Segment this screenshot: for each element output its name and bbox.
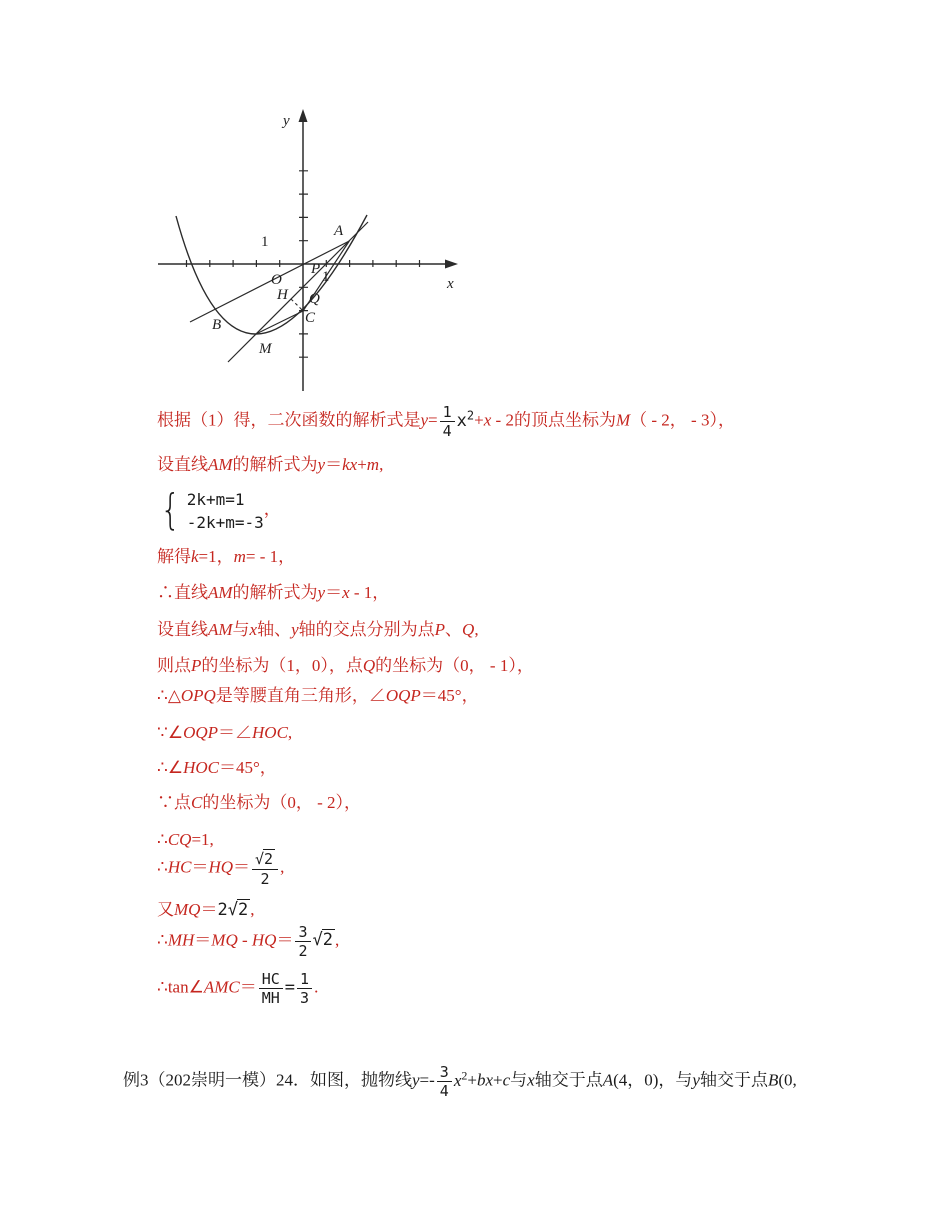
solution-line-6: 设直线AM与x轴、y轴的交点分别为点P、Q,	[157, 620, 479, 640]
solution-line-3: { 2k+m=1 -2k+m=-3 ，	[157, 480, 877, 541]
segment-MC	[256, 311, 303, 334]
solution-line-10: ∴∠HOC＝45°，	[157, 758, 277, 778]
dashed-segment-HC	[291, 299, 303, 310]
y-axis-arrow-icon	[299, 109, 308, 122]
figure-labels	[212, 113, 454, 357]
x-axis-label: x	[447, 276, 454, 292]
ytick-label-1: 1	[261, 234, 269, 250]
solution-line-12: ∴CQ=1,	[157, 830, 214, 850]
point-label-A: A	[334, 223, 344, 239]
solution-line-11: ∵点C的坐标为（0， - 2），	[157, 793, 362, 813]
point-label-P: P	[311, 261, 321, 277]
solution-line-7: 则点P的坐标为（1，0），点Q的坐标为（0， - 1），	[157, 656, 534, 676]
solution-text	[157, 404, 877, 1018]
solution-line-1: 根据（1）得，二次函数的解析式是y= $\frac{1}{4}$ $x^2+x - 2$的顶点坐标为M（ - 2， - 3），	[157, 403, 735, 441]
solution-line-4: 解得k=1，m= - 1，	[157, 547, 296, 567]
solution-line-15: ∴MH＝MQ - HQ＝ $\frac{3}{2}$ √2 ,	[157, 922, 340, 960]
point-label-B: B	[212, 317, 222, 333]
point-label-H: H	[277, 287, 288, 303]
example-heading	[123, 1064, 933, 1099]
solution-line-2: 设直线AM的解析式为y＝kx+m,	[157, 455, 384, 475]
point-label-O: O	[271, 272, 282, 288]
point-label-Q: Q	[309, 291, 320, 307]
solution-line-16: ∴tan∠AMC＝ $\frac{HC}{MH}$ = $\frac{1}{3}$ .	[157, 970, 319, 1008]
point-label-C: C	[305, 310, 316, 326]
solution-line-8: ∴△OPQ是等腰直角三角形，∠OQP＝45°，	[157, 686, 479, 706]
solution-line-14: 又MQ＝2√2 ,	[157, 899, 255, 920]
point-label-M: M	[259, 341, 272, 357]
solution-line-9: ∵∠OQP＝∠HOC,	[157, 723, 293, 743]
example-line: 例3（202崇明一模）24．如图，抛物线y=- $\frac{3}{4}$ $x^2+bx+c$与x轴交于点A(4，0)，与y轴交于点B(0,	[123, 1063, 797, 1101]
xtick-label-1: 1	[322, 269, 330, 285]
equation-system: { 2k+m=1 -2k+m=-3	[160, 485, 264, 535]
x-axis-arrow-icon	[445, 260, 458, 269]
solution-line-5: ∴直线AM的解析式为y＝x - 1，	[157, 583, 390, 603]
y-axis-label: y	[283, 113, 290, 129]
solution-line-13: ∴HC＝HQ＝ $\frac{√2}{2}$ ,	[157, 850, 285, 888]
coordinate-figure	[150, 103, 470, 403]
